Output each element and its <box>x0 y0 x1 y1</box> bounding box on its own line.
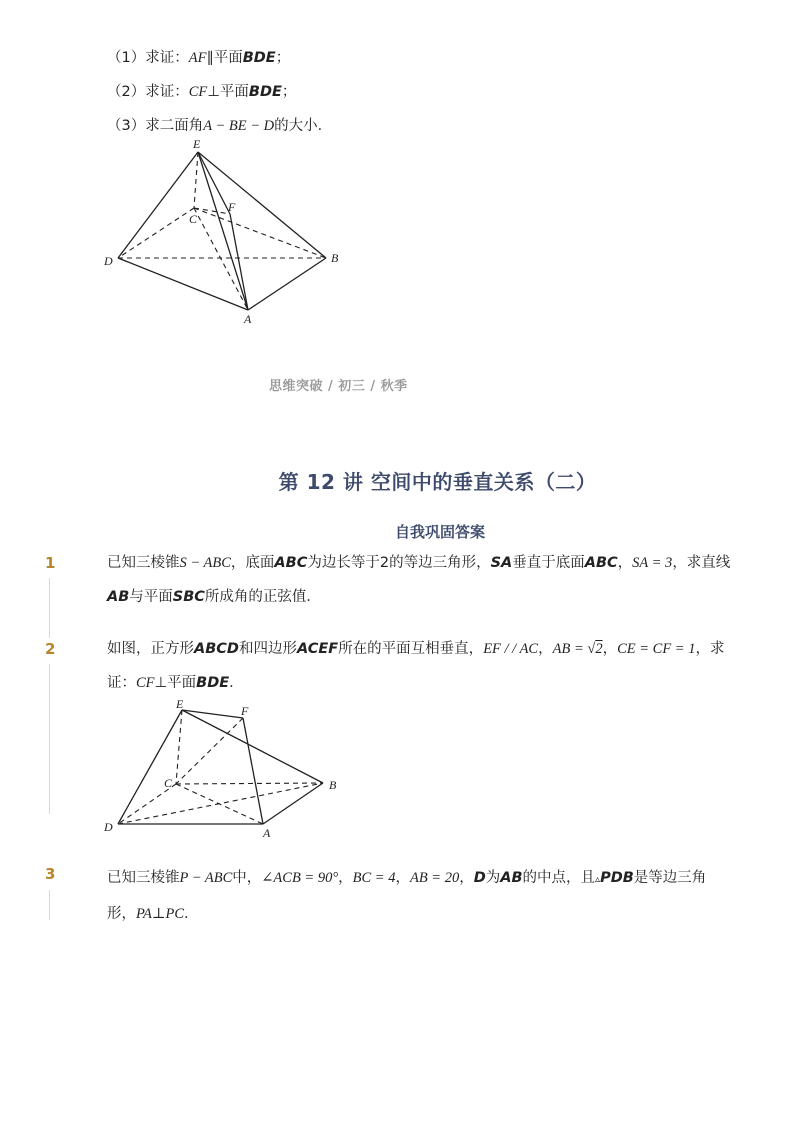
fig2-label-f: F <box>241 704 249 718</box>
sqrt-radicand: 2 <box>595 641 603 657</box>
figure-pyramid-1 <box>0 0 800 340</box>
sub-question-2: （2）求证：CF⊥平面BDE； <box>107 84 297 100</box>
question-3-text: 已知三棱锥P − ABC中，∠ACB = 90°，BC = 4，AB = 20，D为AB的中点，且▵PDB是等边三角 形，PA⊥PC． <box>107 870 707 922</box>
question-number-3: 3 <box>45 865 56 883</box>
fig1-label-a: A <box>244 312 252 326</box>
question-1-text: 已知三棱锥S − ABC，底面ABC为边长等于2的等边三角形，SA垂直于底面ABC，SA = 3，求直线 AB与平面SBC所成角的正弦值． <box>107 555 731 605</box>
fig2-label-b: B <box>329 778 337 792</box>
fig1-label-b: B <box>331 251 339 265</box>
sub-question-1: （1）求证：AF∥平面BDE； <box>107 50 291 66</box>
fig1-label-d: D <box>104 254 113 268</box>
fig1-label-f: F <box>228 200 236 214</box>
figure-solid-2 <box>0 690 800 840</box>
fig1-label-c: C <box>189 212 198 226</box>
question-number-1: 1 <box>45 554 56 572</box>
question-1-bar <box>49 578 50 638</box>
lecture-title: 第 12 讲 空间中的垂直关系（二） <box>278 470 597 494</box>
question-3-bar <box>49 890 50 920</box>
fig2-label-c: C <box>164 776 173 790</box>
question-2-text: 如图，正方形ABCD和四边形ACEF所在的平面互相垂直，EF / / AC，AB = √2，CE = CF = 1，求 证：CF⊥平面BDE． <box>107 641 725 691</box>
section-title: 自我巩固答案 <box>394 523 485 541</box>
fig2-label-d: D <box>104 820 113 834</box>
triangle-symbol: ▵ <box>595 874 601 885</box>
fig2-label-e: E <box>176 697 184 711</box>
fig1-label-e: E <box>193 137 201 151</box>
page-footer: 思维突破 / 初三 / 秋季 <box>269 379 408 394</box>
question-number-2: 2 <box>45 640 56 658</box>
sub-question-3: （3）求二面角A − BE − D的大小． <box>107 118 333 134</box>
fig2-label-a: A <box>263 826 271 840</box>
